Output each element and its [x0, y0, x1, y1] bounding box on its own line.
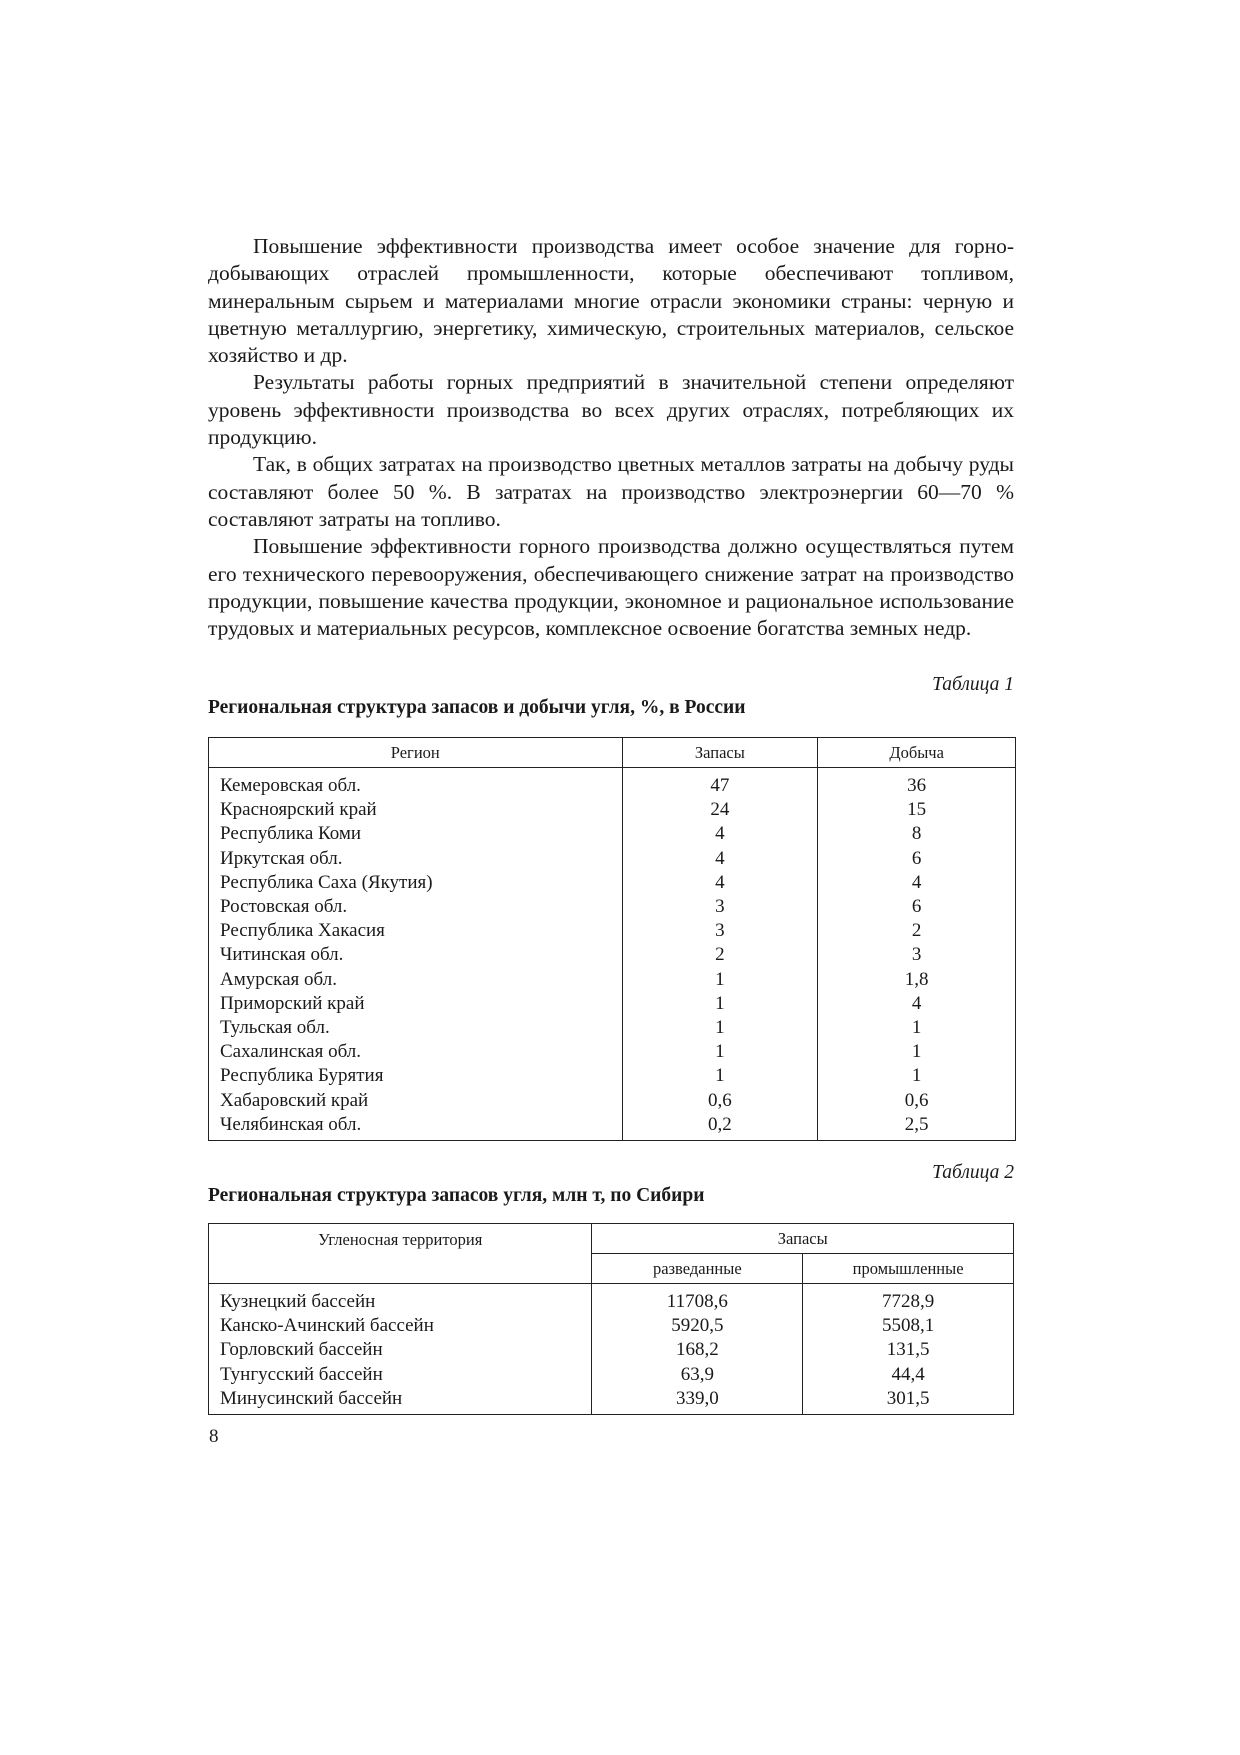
table2-header-row: [209, 1224, 1014, 1254]
column-header-explored: разведанные: [592, 1254, 803, 1284]
cell-value: 5920,5: [592, 1314, 803, 1338]
row-label: Республика Хакасия: [209, 919, 623, 943]
cell-value: 4: [818, 871, 1016, 895]
table-row: [209, 943, 1016, 967]
cell-value: 7728,9: [803, 1284, 1014, 1315]
cell-value: 4: [818, 992, 1016, 1016]
row-label: Республика Саха (Якутия): [209, 871, 623, 895]
row-label: Тунгусский бассейн: [209, 1363, 592, 1387]
column-header-region: Регион: [209, 738, 623, 768]
table-row: [209, 1064, 1016, 1088]
cell-value: 2: [818, 919, 1016, 943]
table1-label: Таблица 1: [932, 674, 1014, 695]
table-row: [209, 871, 1016, 895]
body-text: [208, 233, 1014, 642]
cell-value: 2: [622, 943, 818, 967]
row-label: Челябинская обл.: [209, 1113, 623, 1141]
table-row: [209, 895, 1016, 919]
row-label: Кемеровская обл.: [209, 768, 623, 799]
table-row: [209, 919, 1016, 943]
cell-value: 24: [622, 798, 818, 822]
table2-label: Таблица 2: [932, 1162, 1014, 1183]
column-header-reserves: Запасы: [592, 1224, 1014, 1254]
row-label: Красноярский край: [209, 798, 623, 822]
cell-value: 168,2: [592, 1338, 803, 1362]
row-label: Канско-Ачинский бассейн: [209, 1314, 592, 1338]
cell-value: 44,4: [803, 1363, 1014, 1387]
cell-value: 8: [818, 822, 1016, 846]
cell-value: 0,2: [622, 1113, 818, 1141]
paragraph: Повышение эффективности производства имеет особое значение для горно-добывающих отраслей промышленности, которые обеспечивают топливом, минеральным сырьем и материалами многие отрасли экономики страны: черную и цветную металлургию, энергетику, химическую, строительных материалов, сельское хозяйство и др.: [208, 234, 1014, 368]
column-header-territory: Угленосная территория: [209, 1224, 592, 1284]
row-label: Минусинский бассейн: [209, 1387, 592, 1415]
table-row: [209, 1338, 1014, 1362]
row-label: Иркутская обл.: [209, 847, 623, 871]
row-label: Горловский бассейн: [209, 1338, 592, 1362]
table-row: [209, 1089, 1016, 1113]
cell-value: 3: [622, 895, 818, 919]
cell-value: 131,5: [803, 1338, 1014, 1362]
table-row: [209, 1040, 1016, 1064]
table2: [208, 1223, 1014, 1415]
table1: [208, 737, 1016, 1141]
table1-header-row: [209, 738, 1016, 768]
cell-value: 1: [622, 1064, 818, 1088]
table-row: [209, 1387, 1014, 1415]
table-row: [209, 1284, 1014, 1315]
cell-value: 6: [818, 895, 1016, 919]
table-row: [209, 1363, 1014, 1387]
paragraph: Результаты работы горных предприятий в значительной степени определяют уровень эффективности производства во всех других отраслях, потребляющих их продукцию.: [208, 370, 1014, 450]
cell-value: 0,6: [818, 1089, 1016, 1113]
cell-value: 339,0: [592, 1387, 803, 1415]
table-row: [209, 1113, 1016, 1141]
row-label: Приморский край: [209, 992, 623, 1016]
cell-value: 1: [622, 1040, 818, 1064]
cell-value: 1: [622, 992, 818, 1016]
table-row: [209, 768, 1016, 799]
row-label: Кузнецкий бассейн: [209, 1284, 592, 1315]
cell-value: 4: [622, 822, 818, 846]
cell-value: 1: [818, 1064, 1016, 1088]
column-header-reserves: Запасы: [622, 738, 818, 768]
table-row: [209, 1314, 1014, 1338]
cell-value: 1: [622, 968, 818, 992]
table-row: [209, 1016, 1016, 1040]
cell-value: 3: [818, 943, 1016, 967]
cell-value: 0,6: [622, 1089, 818, 1113]
paragraph: Повышение эффективности горного производства должно осуществляться путем его технического перевооружения, обеспечивающего снижение затрат на производство продукции, повышение качества продукции, экономное и рациональное использование трудовых и материальных ресурсов, комплексное освоение богатства земных недр.: [208, 534, 1014, 641]
cell-value: 4: [622, 847, 818, 871]
cell-value: 36: [818, 768, 1016, 799]
cell-value: 1,8: [818, 968, 1016, 992]
table-row: [209, 847, 1016, 871]
cell-value: 5508,1: [803, 1314, 1014, 1338]
row-label: Амурская обл.: [209, 968, 623, 992]
row-label: Республика Коми: [209, 822, 623, 846]
cell-value: 47: [622, 768, 818, 799]
table1-title: Региональная структура запасов и добычи угля, %, в России: [208, 697, 746, 718]
cell-value: 11708,6: [592, 1284, 803, 1315]
table-row: [209, 798, 1016, 822]
cell-value: 2,5: [818, 1113, 1016, 1141]
cell-value: 6: [818, 847, 1016, 871]
row-label: Республика Бурятия: [209, 1064, 623, 1088]
table2-title: Региональная структура запасов угля, млн т, по Сибири: [208, 1185, 705, 1206]
row-label: Ростовская обл.: [209, 895, 623, 919]
row-label: Хабаровский край: [209, 1089, 623, 1113]
cell-value: 63,9: [592, 1363, 803, 1387]
cell-value: 1: [818, 1016, 1016, 1040]
row-label: Сахалинская обл.: [209, 1040, 623, 1064]
table-row: [209, 822, 1016, 846]
table-row: [209, 968, 1016, 992]
cell-value: 1: [818, 1040, 1016, 1064]
table-row: [209, 992, 1016, 1016]
row-label: Читинская обл.: [209, 943, 623, 967]
page-number: 8: [209, 1426, 219, 1447]
paragraph: Так, в общих затратах на производство цветных металлов затраты на добычу руды составляют более 50 %. В затратах на производство электроэнергии 60—70 % составляют затраты на топливо.: [208, 452, 1014, 531]
row-label: Тульская обл.: [209, 1016, 623, 1040]
cell-value: 1: [622, 1016, 818, 1040]
cell-value: 15: [818, 798, 1016, 822]
column-header-industrial: промышленные: [803, 1254, 1014, 1284]
cell-value: 4: [622, 871, 818, 895]
column-header-production: Добыча: [818, 738, 1016, 768]
cell-value: 301,5: [803, 1387, 1014, 1415]
cell-value: 3: [622, 919, 818, 943]
